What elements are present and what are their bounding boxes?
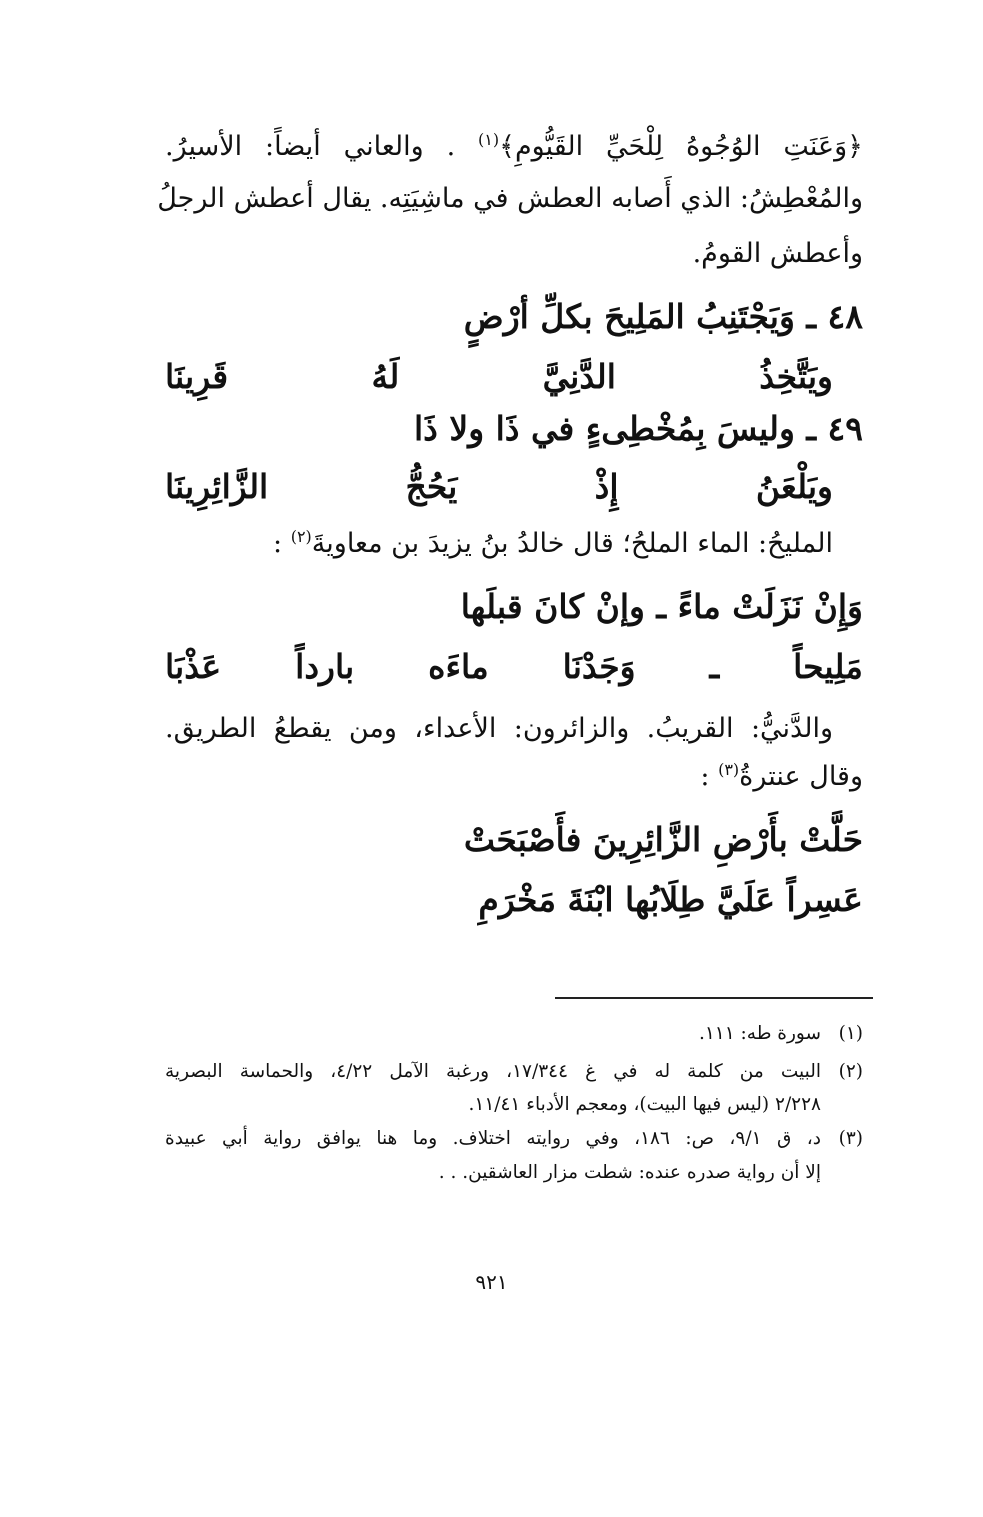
footnote-2-line-2: ٢/٢٢٨ (ليس فيها البيت)، ومعجم الأدباء ١١/٤١.	[468, 1094, 821, 1115]
paragraph-1-line-1	[165, 130, 863, 162]
footnote-ref-1: (١)	[478, 130, 500, 149]
footnote-1	[699, 1023, 863, 1044]
paragraph-2-colon: :	[273, 528, 283, 559]
footnote-2-line-1	[165, 1061, 863, 1082]
page-number: ٩٢١	[475, 1270, 508, 1294]
footnote-separator	[555, 997, 873, 999]
footnote-3-number: (٣)	[838, 1128, 863, 1149]
footnote-2-text: البيت من كلمة له في غ ١٧/٣٤٤، ورغبة الآمل ٤/٢٢، والحماسة البصرية	[165, 1061, 821, 1082]
footnote-3-text: د، ق ٩/١، ص: ١٨٦، وفي روايته اختلاف. وما هنا يوافق رواية أبي عبيدة	[165, 1128, 821, 1149]
quote-2-second-hemistich: عَسِراً عَلَيَّ طِلَابُها ابْنَةَ مَخْرَمِ	[478, 880, 863, 919]
verse-48-first-hemistich: ٤٨ ـ وَيَجْتَنِبُ المَلِيحَ بكلِّ أرْضٍ	[463, 297, 863, 336]
quote-1-second-hemistich: مَلِيحاً ـ وَجَدْنَا ماءَه بارداً عَذْبَا	[165, 647, 863, 686]
quote-2-first-hemistich: حَلَّتْ بأَرْضِ الزَّائِرِينَ فأَصْبَحَتْ	[463, 820, 863, 859]
verse-49-second-hemistich: ويَلْعَنُ إِذْ يَحُجُّ الزَّائِرِينَا	[165, 467, 833, 506]
paragraph-2	[273, 527, 833, 559]
footnote-ref-2: (٢)	[290, 527, 312, 546]
paragraph-1-line-2: والمُعْطِشُ: الذي أَصابه العطش في ماشِيَتِه. يقال أعطش الرجلُ	[157, 183, 863, 214]
paragraph-3-colon: :	[700, 761, 710, 792]
footnote-2-number: (٢)	[838, 1061, 863, 1082]
footnote-1-text: سورة طه: ١١١.	[698, 1023, 821, 1044]
paragraph-2-text: المليحُ: الماء الملحُ؛ قال خالدُ بنُ يزيدَ بن معاويةَ	[311, 528, 833, 559]
verse-49-first-hemistich: ٤٩ ـ وليسَ بِمُخْطِىءٍ في ذَا ولا ذَا	[414, 409, 863, 448]
footnote-3-line-1	[165, 1128, 863, 1149]
paragraph-1-line-3: وأعطش القومُ.	[692, 238, 863, 269]
quote-1-first-hemistich: وَإِنْ نَزَلَتْ ماءً ـ وإنْ كانَ قبلَها	[460, 587, 863, 626]
footnote-3-line-2: إلا أن رواية صدره عنده: شطت مزار العاشقين. . .	[438, 1162, 821, 1183]
paragraph-3-text: وقال عنترةُ	[739, 761, 863, 792]
footnote-ref-3: (٣)	[718, 760, 740, 779]
paragraph-3-line-1: والدَّنيُّ: القريبُ. والزائرون: الأعداء، ومن يقطعُ الطريق.	[165, 713, 833, 744]
footnote-1-number: (١)	[838, 1023, 863, 1044]
verse-48-second-hemistich: ويَتَّخِذُ الدَّنِيَّ لَهُ قَرِينَا	[165, 357, 833, 396]
quran-quote: ﴿وَعَنَتِ الوُجُوهُ لِلْحَيِّ القَيُّومِ﴾	[499, 131, 863, 162]
paragraph-1-text: . والعاني أيضاً: الأسيرُ.	[165, 131, 456, 162]
paragraph-3-line-2	[700, 760, 863, 792]
